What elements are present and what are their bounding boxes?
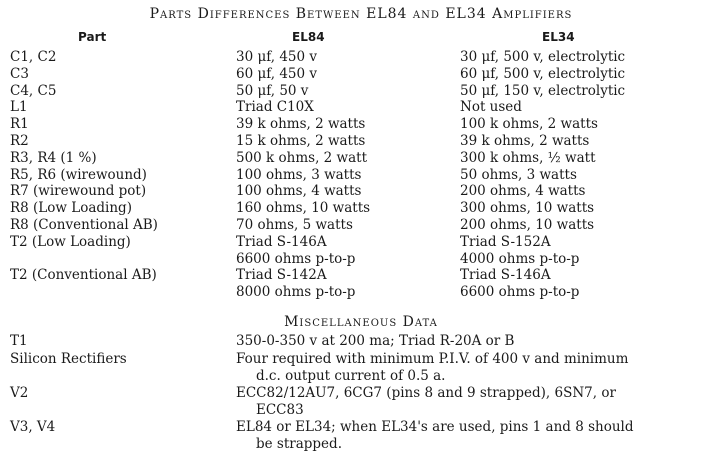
cell-el84: 39 k ohms, 2 watts: [236, 116, 366, 133]
cell-el84: Triad S-146A: [236, 233, 327, 250]
cell-part: T2 (Conventional AB): [10, 267, 157, 284]
cell-part: R8 (Low Loading): [10, 200, 132, 217]
cell-el84: Triad S-142A: [236, 267, 327, 284]
misc-text-line: d.c. output current of 0.5 a.: [256, 367, 446, 384]
cell-el84: 6600 ohms p-to-p: [236, 250, 356, 267]
misc-text-line: ECC82/12AU7, 6CG7 (pins 8 and 9 strapped), 6SN7, or: [236, 385, 616, 401]
cell-el84: Triad C10X: [236, 99, 314, 116]
cell-el34: 60 μf, 500 v, electrolytic: [460, 65, 626, 82]
misc-label: T1: [10, 333, 28, 349]
misc-text: [236, 385, 712, 418]
misc-text: [236, 333, 712, 350]
cell-el34: Triad S-146A: [460, 267, 551, 284]
cell-part: R7 (wirewound pot): [10, 183, 147, 200]
cell-el84: 500 k ohms, 2 watt: [236, 149, 367, 166]
cell-el84: 70 ohms, 5 watts: [236, 217, 353, 233]
cell-el34: 39 k ohms, 2 watts: [460, 133, 590, 149]
cell-el34: 50 ohms, 3 watts: [460, 166, 577, 183]
cell-el84: 50 μf, 50 v: [236, 82, 309, 99]
misc-text-line: Four required with minimum P.I.V. of 400 v and minimum: [236, 351, 629, 367]
cell-el34: Not used: [460, 99, 522, 116]
cell-el34: 30 μf, 500 v, electrolytic: [460, 49, 626, 65]
cell-el34: 4000 ohms p-to-p: [460, 250, 580, 267]
cell-part: R3, R4 (1 %): [10, 149, 97, 166]
cell-el34: 200 ohms, 4 watts: [460, 183, 586, 200]
cell-el84: 160 ohms, 10 watts: [236, 200, 371, 217]
cell-part: R2: [10, 133, 29, 149]
misc-text-line: 350-0-350 v at 200 ma; Triad R-20A or B: [236, 333, 515, 349]
cell-el84: 100 ohms, 4 watts: [236, 183, 362, 200]
cell-el34: 300 k ohms, ½ watt: [460, 149, 596, 166]
cell-part: R5, R6 (wirewound): [10, 166, 147, 183]
misc-label: Silicon Rectifiers: [10, 351, 127, 367]
misc-text-line: be strapped.: [256, 435, 342, 452]
cell-el84: 8000 ohms p-to-p: [236, 284, 356, 301]
misc-text: [236, 419, 712, 452]
misc-text-line: ECC83: [256, 401, 304, 418]
cell-el34: 100 k ohms, 2 watts: [460, 116, 598, 133]
misc-text: [236, 351, 712, 384]
cell-part: C3: [10, 65, 29, 82]
misc-label: V2: [10, 385, 29, 401]
cell-part: R8 (Conventional AB): [10, 217, 158, 233]
cell-part: L1: [10, 99, 28, 116]
cell-el34: 200 ohms, 10 watts: [460, 217, 595, 233]
cell-el84: 30 μf, 450 v: [236, 49, 318, 65]
misc-label: V3, V4: [10, 419, 56, 435]
cell-part: C4, C5: [10, 82, 57, 99]
table-title: Parts Differences Between EL84 and EL34 Amplifiers: [149, 6, 573, 22]
cell-el84: 100 ohms, 3 watts: [236, 166, 362, 183]
cell-part: R1: [10, 116, 29, 133]
misc-text-line: EL84 or EL34; when EL34's are used, pins 1 and 8 should: [236, 419, 634, 435]
misc-title: Miscellaneous Data: [284, 314, 438, 330]
cell-el84: 60 μf, 450 v: [236, 65, 318, 82]
cell-el34: 50 μf, 150 v, electrolytic: [460, 82, 626, 99]
header-part: Part: [78, 30, 107, 44]
cell-el84: 15 k ohms, 2 watts: [236, 133, 366, 149]
header-el84: EL84: [292, 30, 325, 44]
cell-el34: 300 ohms, 10 watts: [460, 200, 595, 217]
cell-el34: Triad S-152A: [460, 233, 551, 250]
header-el34: EL34: [542, 30, 575, 44]
cell-el34: 6600 ohms p-to-p: [460, 284, 580, 301]
cell-part: T2 (Low Loading): [10, 233, 131, 250]
cell-part: C1, C2: [10, 49, 57, 65]
